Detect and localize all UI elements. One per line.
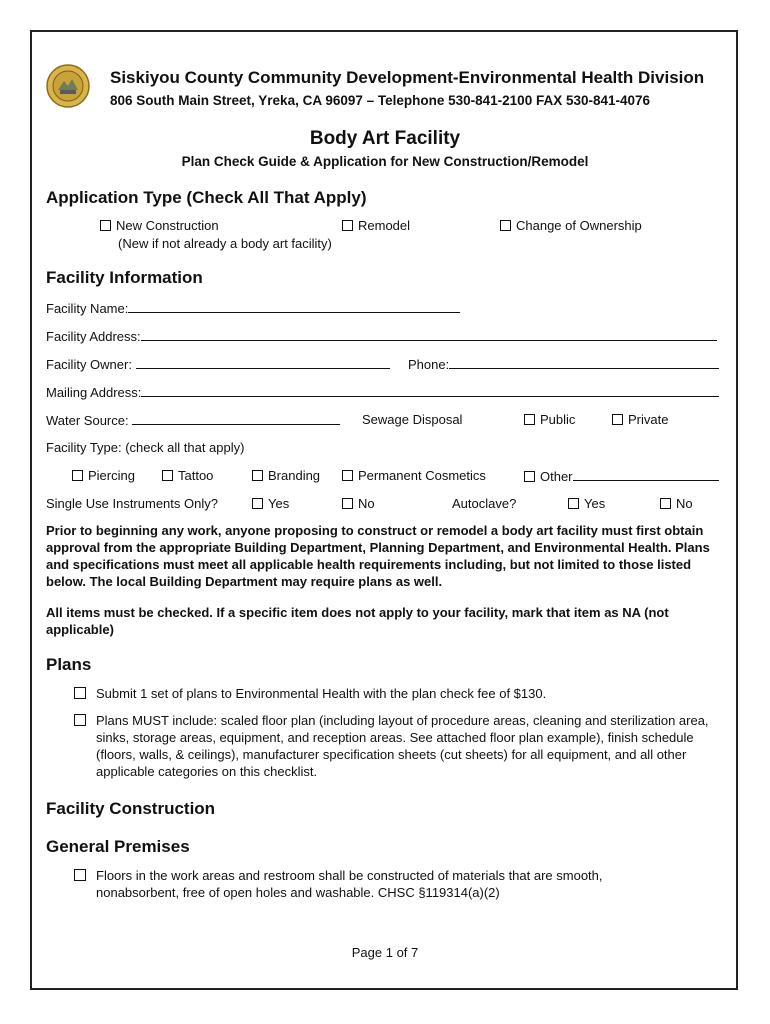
change-of-ownership-checkbox[interactable] — [500, 220, 511, 231]
sewage-private-option[interactable] — [612, 412, 668, 427]
autoclave-yes-checkbox[interactable] — [568, 498, 579, 509]
other-label: Other — [540, 469, 573, 484]
org-address: 806 South Main Street, Yreka, CA 96097 – Telephone 530-841-2100 FAX 530-841-4076 — [110, 93, 651, 108]
facility-owner-line[interactable] — [136, 356, 390, 369]
new-construction-note: (New if not already a body art facility) — [118, 236, 332, 251]
new-construction-checkbox[interactable] — [100, 220, 111, 231]
piercing-option[interactable] — [72, 468, 135, 483]
phone-field[interactable] — [408, 356, 719, 372]
general-premises-heading: General Premises — [46, 837, 190, 856]
facility-address-label: Facility Address: — [46, 329, 141, 344]
permanent-cosmetics-checkbox[interactable] — [342, 470, 353, 481]
general-premises-item1-checkbox[interactable] — [74, 869, 86, 881]
facility-address-field[interactable] — [46, 328, 717, 344]
org-name: Siskiyou County Community Development-Environmental Health Division — [110, 68, 705, 87]
notice-approval: Prior to beginning any work, anyone proposing to construct or remodel a body art facility must first obtain approval from the appropriate Building Department, Planning Department, and Environmental Health. Plans and specifications must meet all applicable health requirements including, but not limited to those listed below. The local Building Department may require plans as well. — [46, 523, 710, 589]
permanent-cosmetics-option[interactable] — [342, 468, 486, 483]
piercing-label: Piercing — [88, 468, 135, 483]
phone-label: Phone: — [408, 357, 450, 372]
facility-address-line[interactable] — [141, 328, 717, 341]
single-use-yes-option[interactable] — [252, 496, 289, 511]
single-use-label: Single Use Instruments Only? — [46, 496, 218, 511]
facility-owner-field[interactable] — [46, 356, 390, 372]
general-premises-item1-text: Floors in the work areas and restroom shall be constructed of materials that are smooth, nonabsorbent, free of open holes and washable. CHSC §119314(a)(2) — [96, 868, 603, 900]
sewage-public-label: Public — [540, 412, 576, 427]
remodel-option[interactable] — [342, 218, 410, 233]
plans-heading: Plans — [46, 655, 92, 674]
facility-name-label: Facility Name: — [46, 301, 129, 316]
facility-owner-label: Facility Owner: — [46, 357, 132, 372]
county-seal-icon — [46, 64, 90, 108]
autoclave-label: Autoclave? — [452, 496, 517, 511]
notice-na: All items must be checked. If a specific item does not apply to your facility, mark that item as NA (not applicable) — [46, 605, 669, 637]
sewage-disposal-label: Sewage Disposal — [362, 412, 463, 427]
autoclave-no-option[interactable] — [660, 496, 693, 511]
facility-information-heading: Facility Information — [46, 268, 203, 287]
sewage-public-checkbox[interactable] — [524, 414, 535, 425]
remodel-checkbox[interactable] — [342, 220, 353, 231]
page-title: Body Art Facility — [309, 128, 461, 149]
water-source-label: Water Source: — [46, 413, 129, 428]
facility-type-label: Facility Type: (check all that apply) — [46, 440, 245, 455]
plans-item2-text: Plans MUST include: scaled floor plan (including layout of procedure areas, cleaning and sterilization area, sinks, storage areas, equipment, and reception areas. See attached floor plan example), finish schedule (floors, walls, & ceilings), manufacturer specification sheets (cut sheets) for all equipment, and all other applicable categories on this checklist. — [96, 713, 709, 779]
new-construction-option[interactable] — [100, 218, 219, 233]
plans-item1-checkbox[interactable] — [74, 687, 86, 699]
single-use-yes-label: Yes — [268, 496, 290, 511]
water-source-field[interactable] — [46, 412, 340, 428]
remodel-label: Remodel — [358, 218, 411, 233]
tattoo-checkbox[interactable] — [162, 470, 173, 481]
plans-item2-checkbox[interactable] — [74, 714, 86, 726]
new-construction-label: New Construction — [116, 218, 219, 233]
change-of-ownership-option[interactable] — [500, 218, 642, 233]
branding-label: Branding — [268, 468, 321, 483]
autoclave-no-label: No — [676, 496, 693, 511]
branding-option[interactable] — [252, 468, 320, 483]
piercing-checkbox[interactable] — [72, 470, 83, 481]
water-source-line[interactable] — [132, 412, 340, 425]
permanent-cosmetics-label: Permanent Cosmetics — [358, 468, 486, 483]
single-use-no-option[interactable] — [342, 496, 375, 511]
single-use-no-checkbox[interactable] — [342, 498, 353, 509]
mailing-address-field[interactable] — [46, 384, 719, 400]
other-checkbox[interactable] — [524, 471, 535, 482]
facility-name-line[interactable] — [128, 300, 460, 313]
branding-checkbox[interactable] — [252, 470, 263, 481]
phone-line[interactable] — [449, 356, 719, 369]
sewage-private-label: Private — [628, 412, 669, 427]
autoclave-yes-option[interactable] — [568, 496, 605, 511]
change-of-ownership-label: Change of Ownership — [516, 218, 642, 233]
tattoo-label: Tattoo — [178, 468, 214, 483]
autoclave-yes-label: Yes — [584, 496, 606, 511]
tattoo-option[interactable] — [162, 468, 213, 483]
page-number: Page 1 of 7 — [351, 945, 419, 960]
other-option[interactable] — [524, 468, 719, 484]
mailing-address-line[interactable] — [141, 384, 719, 397]
page-subtitle: Plan Check Guide & Application for New Construction/Remodel — [181, 154, 589, 169]
facility-name-field[interactable] — [46, 300, 460, 316]
sewage-public-option[interactable] — [524, 412, 575, 427]
autoclave-no-checkbox[interactable] — [660, 498, 671, 509]
application-type-heading: Application Type (Check All That Apply) — [46, 188, 367, 207]
other-line[interactable] — [573, 468, 719, 481]
sewage-private-checkbox[interactable] — [612, 414, 623, 425]
plans-item1-text: Submit 1 set of plans to Environmental Health with the plan check fee of $130. — [96, 686, 547, 701]
single-use-yes-checkbox[interactable] — [252, 498, 263, 509]
facility-construction-heading: Facility Construction — [46, 799, 216, 818]
single-use-no-label: No — [358, 496, 375, 511]
mailing-address-label: Mailing Address: — [46, 385, 142, 400]
